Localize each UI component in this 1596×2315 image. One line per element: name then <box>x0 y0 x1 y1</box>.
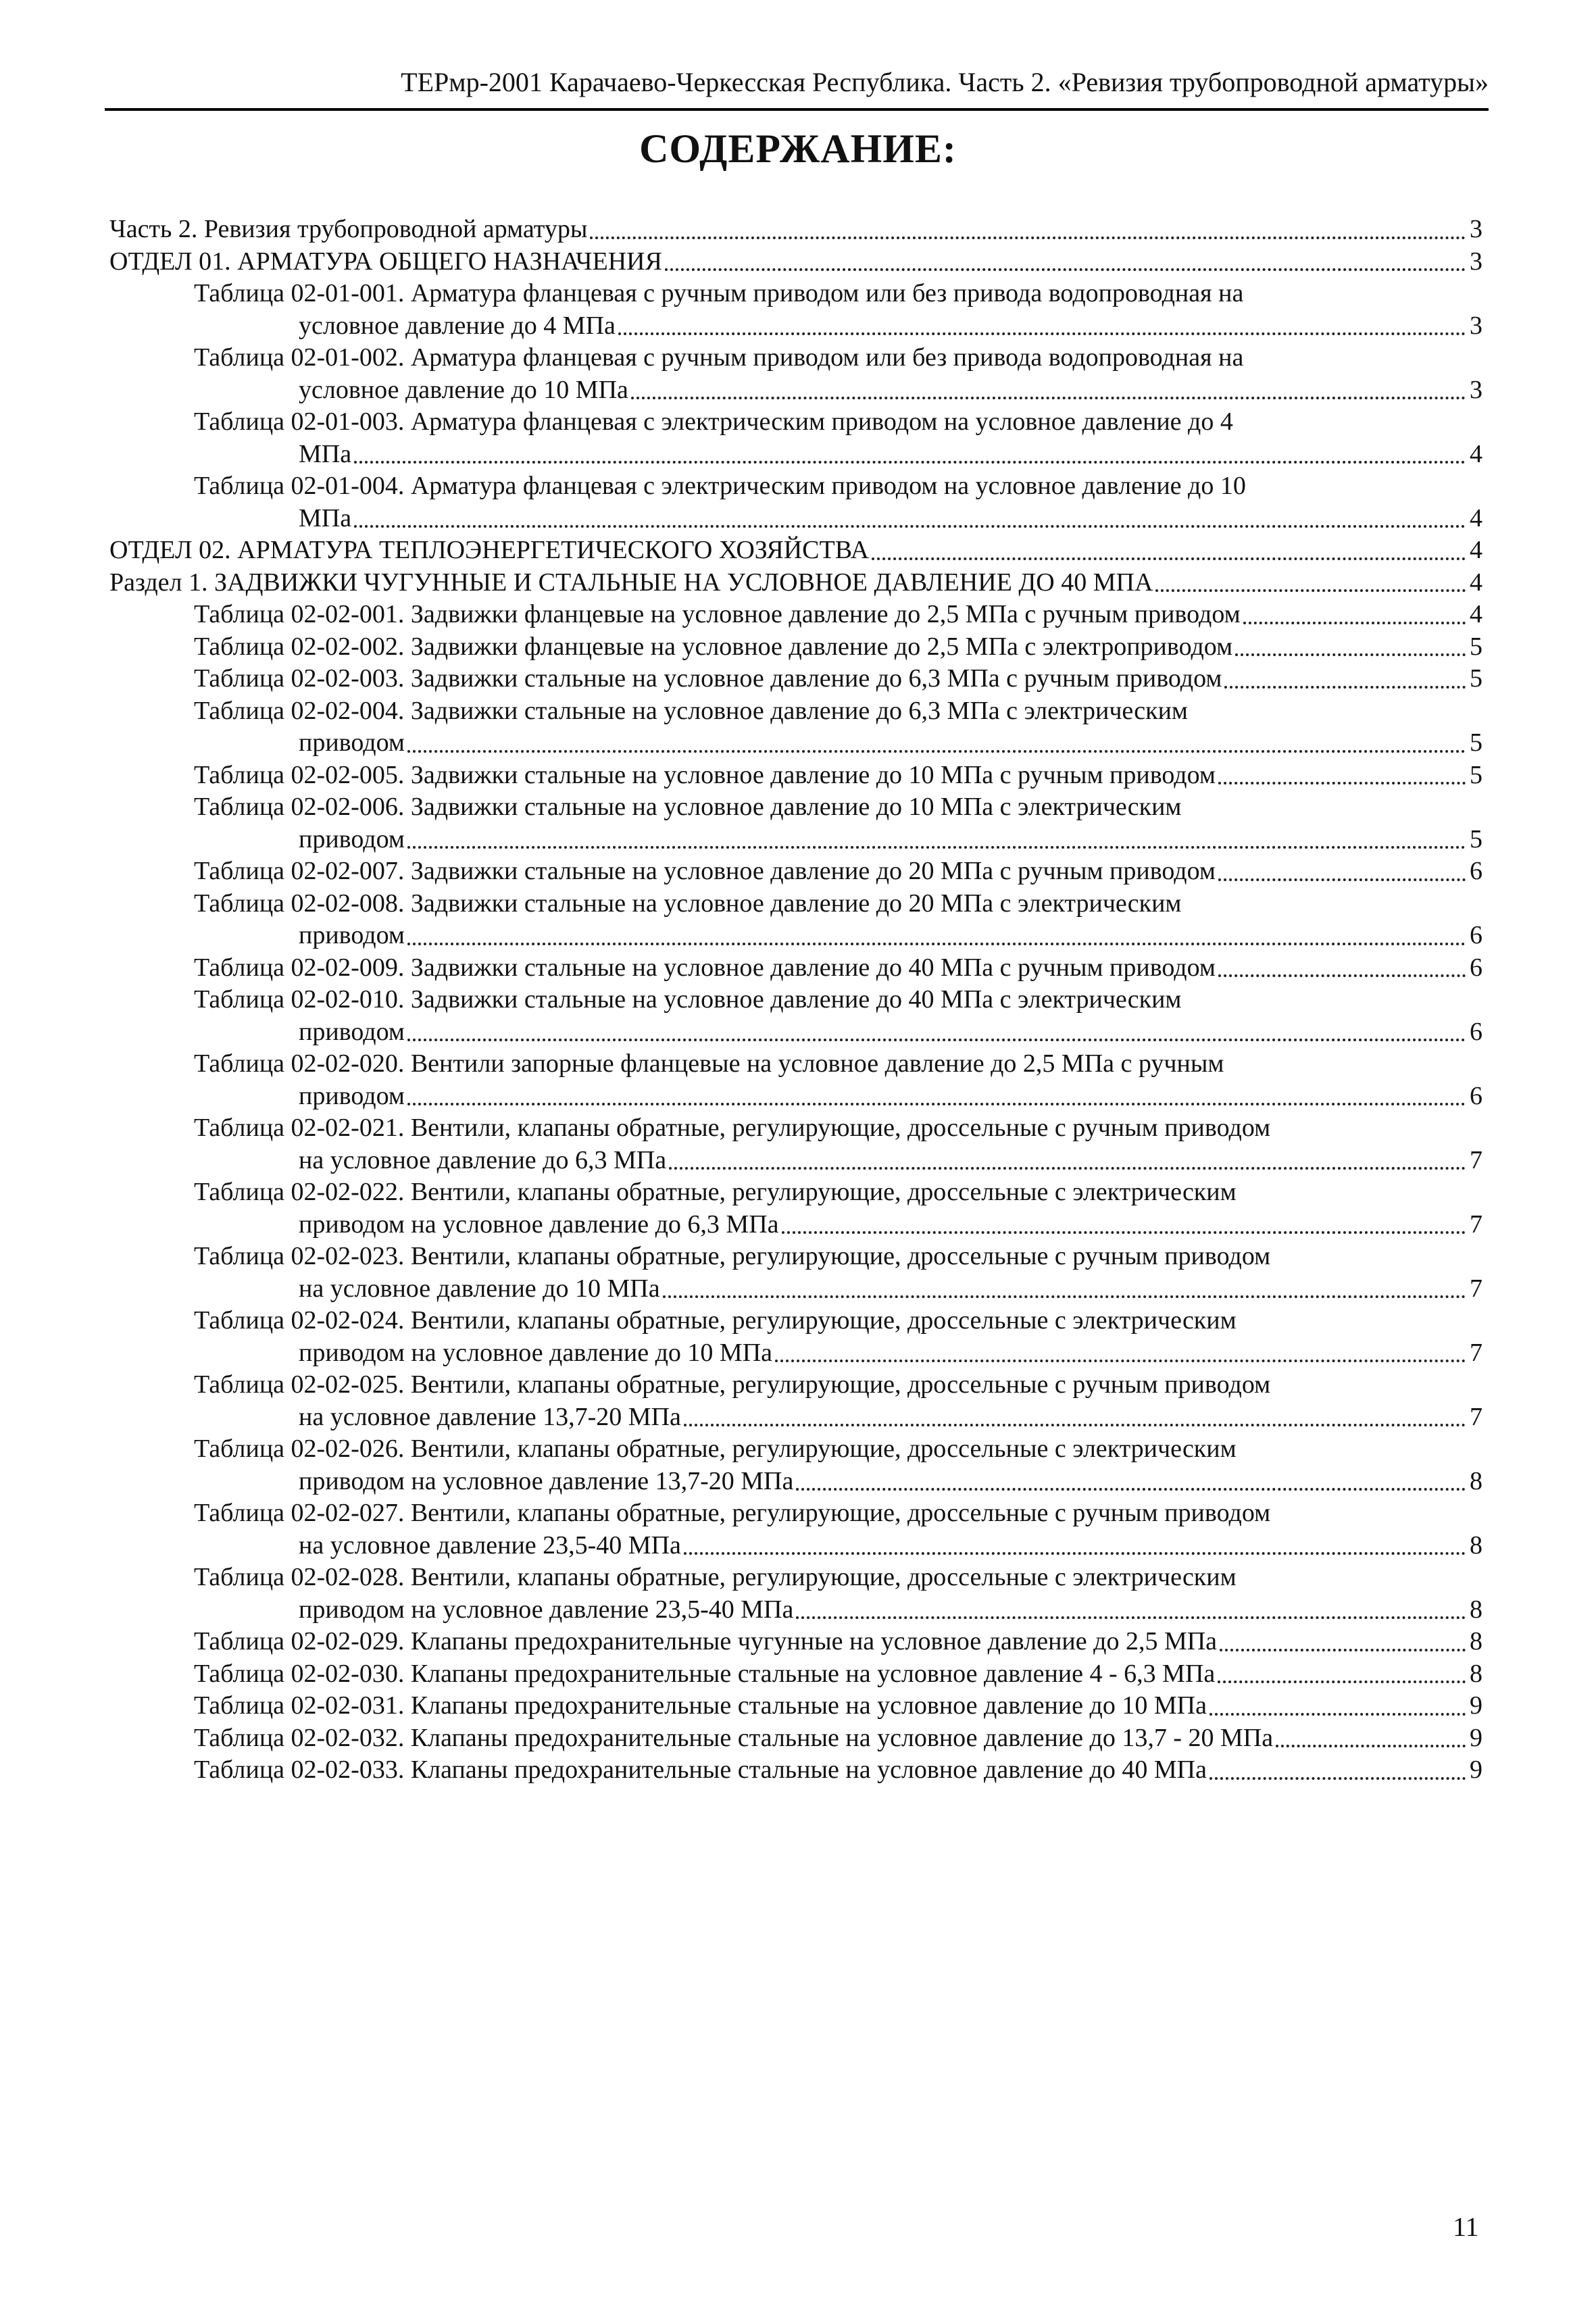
dot-leader <box>796 1488 1466 1491</box>
toc-entry[interactable] <box>109 1369 1482 1433</box>
dot-leader <box>1224 686 1466 689</box>
toc-entry[interactable] <box>109 1658 1482 1691</box>
toc-entry-text: Таблица 02-02-004. Задвижки стальные на условное давление до 6,3 МПа с электрическим <box>194 696 1188 725</box>
toc-entry-text: Таблица 02-02-001. Задвижки фланцевые на условное давление до 2,5 МПа с ручным приводом <box>194 600 1241 628</box>
toc-entry[interactable] <box>109 599 1482 631</box>
toc-entry-text: Таблица 02-02-022. Вентили, клапаны обратные, регулирующие, дроссельные с электрическим <box>194 1178 1237 1206</box>
toc-entry[interactable] <box>109 1690 1482 1722</box>
dot-leader <box>354 525 1466 528</box>
toc-entry-continuation: приводом на условное давление до 6,3 МПа <box>299 1210 779 1239</box>
toc-entry[interactable] <box>109 278 1482 342</box>
toc-page-number: 6 <box>1470 1017 1482 1046</box>
toc-entry-continuation: МПа <box>299 439 352 468</box>
dot-leader <box>1220 1649 1466 1651</box>
toc-entry-text: Таблица 02-02-025. Вентили, клапаны обратные, регулирующие, дроссельные с ручным приводом <box>194 1370 1271 1399</box>
toc-entry-text: Таблица 02-02-026. Вентили, клапаны обратные, регулирующие, дроссельные с электрическим <box>194 1435 1237 1463</box>
toc-page-number: 5 <box>1470 728 1482 757</box>
dot-leader <box>407 750 1466 753</box>
dot-leader <box>1218 782 1466 785</box>
dot-leader <box>1218 1681 1466 1683</box>
dot-leader <box>1218 878 1466 881</box>
dot-leader <box>407 943 1466 945</box>
table-of-contents <box>109 214 1482 1787</box>
dot-leader <box>1235 653 1466 656</box>
toc-page-number: 9 <box>1470 1723 1482 1752</box>
toc-entry-continuation: приводом <box>299 728 405 757</box>
toc-entry[interactable] <box>109 888 1482 952</box>
toc-entry-continuation: на условное давление до 10 МПа <box>299 1274 660 1303</box>
toc-entry[interactable] <box>109 663 1482 695</box>
toc-entry[interactable] <box>109 406 1482 470</box>
toc-entry-text: Таблица 02-02-030. Клапаны предохранительные стальные на условное давление 4 - 6,3 МПа <box>194 1659 1216 1688</box>
toc-entry-text: Таблица 02-01-003. Арматура фланцевая с электрическим приводом на условное давление до 4 <box>194 407 1233 436</box>
toc-entry-continuation: условное давление до 10 МПа <box>299 375 628 404</box>
toc-entry-text: Таблица 02-02-003. Задвижки стальные на условное давление до 6,3 МПа с ручным приводом <box>194 664 1222 693</box>
toc-page-number: 5 <box>1470 632 1482 661</box>
toc-entry-text: Таблица 02-02-006. Задвижки стальные на условное давление до 10 МПа с электрическим <box>194 793 1182 821</box>
toc-entry-continuation: на условное давление 13,7-20 МПа <box>299 1402 681 1431</box>
dot-leader <box>1210 1777 1466 1780</box>
dot-leader <box>684 1424 1466 1426</box>
toc-entry-text: Таблица 02-01-004. Арматура фланцевая с электрическим приводом на условное давление до 10 <box>194 472 1246 500</box>
toc-entry-text: ОТДЕЛ 01. АРМАТУРА ОБЩЕГО НАЗНАЧЕНИЯ <box>109 247 662 276</box>
toc-entry-text: Таблица 02-02-031. Клапаны предохранительные стальные на условное давление до 10 МПа <box>194 1691 1207 1720</box>
dot-leader <box>407 846 1466 849</box>
dot-leader <box>1210 1713 1466 1716</box>
dot-leader <box>663 1295 1466 1298</box>
toc-entry[interactable] <box>109 1722 1482 1755</box>
toc-entry-text: Раздел 1. ЗАДВИЖКИ ЧУГУННЫЕ И СТАЛЬНЫЕ НА УСЛОВНОЕ ДАВЛЕНИЕ ДО 40 МПА <box>109 568 1153 597</box>
toc-page-number: 3 <box>1470 375 1482 404</box>
toc-entry-text: Таблица 02-02-024. Вентили, клапаны обратные, регулирующие, дроссельные с электрическим <box>194 1306 1237 1335</box>
toc-entry[interactable] <box>109 1562 1482 1626</box>
dot-leader <box>407 1039 1466 1041</box>
toc-entry-text: Таблица 02-02-008. Задвижки стальные на условное давление до 20 МПа с электрическим <box>194 889 1182 918</box>
toc-entry-continuation: приводом <box>299 921 405 949</box>
toc-entry[interactable] <box>109 1305 1482 1369</box>
toc-entry-text: Таблица 02-02-023. Вентили, клапаны обратные, регулирующие, дроссельные с ручным приводом <box>194 1242 1271 1270</box>
toc-page-number: 5 <box>1470 664 1482 693</box>
toc-page-number: 4 <box>1470 536 1482 564</box>
dot-leader <box>1276 1745 1466 1747</box>
toc-entry-text: Таблица 02-02-032. Клапаны предохранительные стальные на условное давление до 13,7 - 20 МПа <box>194 1723 1274 1752</box>
toc-page-number: 6 <box>1470 953 1482 982</box>
toc-entry-continuation: приводом <box>299 1017 405 1046</box>
toc-entry-text: Таблица 02-02-010. Задвижки стальные на условное давление до 40 МПа с электрическим <box>194 985 1182 1014</box>
toc-entry-continuation: на условное давление 23,5-40 МПа <box>299 1530 681 1560</box>
toc-page-number: 8 <box>1470 1659 1482 1688</box>
toc-page-number: 3 <box>1470 311 1482 340</box>
toc-entry[interactable] <box>109 214 1482 246</box>
toc-entry-continuation: приводом на условное давление до 10 МПа <box>299 1338 772 1367</box>
toc-page-number: 3 <box>1470 247 1482 276</box>
toc-entry-text: Часть 2. Ревизия трубопроводной арматуры <box>109 215 588 243</box>
toc-entry[interactable] <box>109 246 1482 278</box>
toc-page-number: 7 <box>1470 1338 1482 1367</box>
dot-leader <box>354 461 1466 464</box>
toc-page-number: 3 <box>1470 215 1482 243</box>
toc-entry-continuation: МПа <box>299 503 352 532</box>
toc-page-number: 5 <box>1470 760 1482 789</box>
running-title: ТЕРмр-2001 Карачаево-Черкесская Республика. Часть 2. «Ревизия трубопроводной арматуры» <box>401 67 1489 97</box>
header-rule <box>105 108 1489 111</box>
toc-entry[interactable] <box>109 760 1482 792</box>
toc-entry-continuation: приводом на условное давление 23,5-40 МПа <box>299 1595 794 1624</box>
toc-page-number: 6 <box>1470 1081 1482 1110</box>
toc-entry[interactable] <box>109 470 1482 534</box>
toc-entry[interactable] <box>109 695 1482 760</box>
toc-entry[interactable] <box>109 1754 1482 1787</box>
toc-entry[interactable] <box>109 1626 1482 1658</box>
dot-leader <box>1218 974 1466 977</box>
dot-leader <box>618 332 1466 335</box>
toc-entry-text: Таблица 02-02-027. Вентили, клапаны обратные, регулирующие, дроссельные с ручным приводом <box>194 1499 1271 1527</box>
toc-page-number: 8 <box>1470 1466 1482 1495</box>
toc-entry[interactable] <box>109 1433 1482 1497</box>
toc-entry[interactable] <box>109 1176 1482 1241</box>
dot-leader <box>872 557 1466 560</box>
dot-leader <box>775 1360 1466 1362</box>
toc-entry-continuation: на условное давление до 6,3 МПа <box>299 1145 667 1174</box>
toc-entry-text: Таблица 02-01-001. Арматура фланцевая с ручным приводом или без привода водопроводная на <box>194 279 1244 307</box>
toc-page-number: 7 <box>1470 1402 1482 1431</box>
toc-entry[interactable] <box>109 342 1482 406</box>
toc-entry-continuation: приводом на условное давление 13,7-20 МПа <box>299 1466 794 1495</box>
toc-entry[interactable] <box>109 534 1482 567</box>
toc-page-number: 4 <box>1470 568 1482 597</box>
dot-leader <box>665 268 1466 271</box>
dot-leader <box>684 1552 1466 1555</box>
toc-entry[interactable] <box>109 1048 1482 1112</box>
toc-entry[interactable] <box>109 984 1482 1048</box>
dot-leader <box>631 397 1466 399</box>
toc-page-number: 8 <box>1470 1530 1482 1560</box>
toc-page-number: 8 <box>1470 1627 1482 1656</box>
toc-entry[interactable] <box>109 567 1482 599</box>
toc-entry-text: Таблица 02-02-007. Задвижки стальные на условное давление до 20 МПа с ручным приводом <box>194 857 1216 885</box>
toc-entry-text: Таблица 02-02-005. Задвижки стальные на условное давление до 10 МПа с ручным приводом <box>194 760 1216 789</box>
toc-page-number: 4 <box>1470 503 1482 532</box>
toc-entry[interactable] <box>109 791 1482 855</box>
dot-leader <box>590 237 1466 239</box>
toc-page-number: 7 <box>1470 1210 1482 1239</box>
toc-page-number: 5 <box>1470 824 1482 853</box>
toc-entry[interactable] <box>109 1497 1482 1562</box>
toc-page-number: 9 <box>1470 1691 1482 1720</box>
toc-page-number: 7 <box>1470 1145 1482 1174</box>
toc-page-number: 7 <box>1470 1274 1482 1303</box>
page-number: 11 <box>1453 2212 1479 2242</box>
running-header <box>105 66 1489 115</box>
dot-leader <box>782 1231 1466 1234</box>
toc-page-number: 4 <box>1470 439 1482 468</box>
toc-entry-text: ОТДЕЛ 02. АРМАТУРА ТЕПЛОЭНЕРГЕТИЧЕСКОГО ХОЗЯЙСТВА <box>109 536 870 564</box>
toc-page-number: 9 <box>1470 1756 1482 1784</box>
dot-leader <box>1243 622 1466 624</box>
toc-entry-text: Таблица 02-02-021. Вентили, клапаны обратные, регулирующие, дроссельные с ручным приводом <box>194 1114 1271 1142</box>
page-title: СОДЕРЖАНИЕ: <box>639 126 957 171</box>
toc-entry-text: Таблица 02-02-028. Вентили, клапаны обратные, регулирующие, дроссельные с электрическим <box>194 1563 1237 1591</box>
dot-leader <box>669 1167 1466 1170</box>
toc-entry-text: Таблица 02-02-009. Задвижки стальные на условное давление до 40 МПа с ручным приводом <box>194 953 1216 982</box>
toc-page-number: 6 <box>1470 857 1482 885</box>
dot-leader <box>796 1616 1466 1619</box>
dot-leader <box>407 1103 1466 1105</box>
toc-entry-text: Таблица 02-02-020. Вентили запорные фланцевые на условное давление до 2,5 МПа с ручным <box>194 1049 1224 1078</box>
toc-page-number: 6 <box>1470 921 1482 949</box>
toc-entry[interactable] <box>109 952 1482 985</box>
toc-entry[interactable] <box>109 1241 1482 1305</box>
toc-entry-text: Таблица 02-02-002. Задвижки фланцевые на условное давление до 2,5 МПа с электроприводом <box>194 632 1233 661</box>
toc-page-number: 8 <box>1470 1595 1482 1624</box>
toc-entry[interactable] <box>109 1112 1482 1176</box>
toc-entry-text: Таблица 02-01-002. Арматура фланцевая с ручным приводом или без привода водопроводная на <box>194 343 1244 372</box>
toc-entry-continuation: приводом <box>299 1081 405 1110</box>
toc-entry[interactable] <box>109 631 1482 664</box>
dot-leader <box>1155 589 1466 592</box>
toc-entry-continuation: условное давление до 4 МПа <box>299 311 616 340</box>
toc-entry-text: Таблица 02-02-033. Клапаны предохранительные стальные на условное давление до 40 МПа <box>194 1756 1207 1784</box>
toc-page-number: 4 <box>1470 600 1482 628</box>
toc-entry-continuation: приводом <box>299 824 405 853</box>
toc-entry-text: Таблица 02-02-029. Клапаны предохранительные чугунные на условное давление до 2,5 МПа <box>194 1627 1218 1656</box>
toc-entry[interactable] <box>109 855 1482 888</box>
